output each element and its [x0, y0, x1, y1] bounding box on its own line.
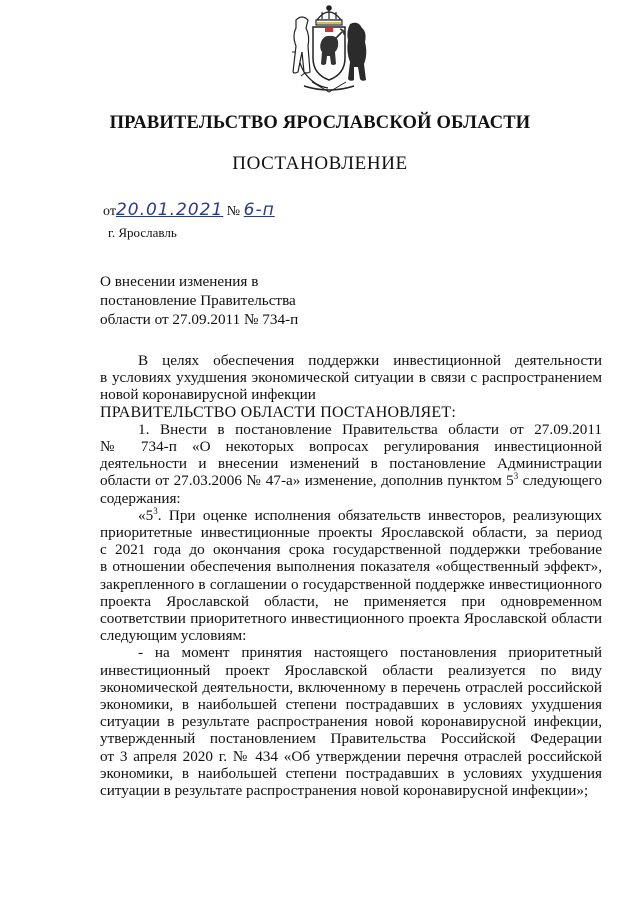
subject-line: постановление Правительства [100, 292, 296, 309]
quote-text: . При оценке исполнения обязательств инвесторов, реализующих [157, 506, 602, 524]
preamble-line: в условиях ухудшения экономической ситуации в связи с распространением [100, 369, 602, 387]
condition-line: экономической деятельности, включенному в перечень отраслей российской [100, 678, 602, 696]
item-line: 1. Внести в постановление Правительства области от 27.09.2011 [138, 420, 602, 438]
date-number-line [103, 200, 275, 220]
condition-line: утвержденный постановлением Правительства Российской Федерации [100, 730, 602, 748]
decree-heading: ПРАВИТЕЛЬСТВО ОБЛАСТИ ПОСТАНОВЛЯЕТ: [100, 403, 456, 421]
number-prefix: № [226, 204, 241, 219]
condition-line: экономики, в наибольшей степени пострадавших в условиях ухудшения [100, 764, 602, 782]
item-line: деятельности и внесении изменений в постановление Администрации [100, 455, 602, 473]
condition-line: экономики, в наибольшей степени пострадавших в условиях ухудшения [100, 696, 602, 714]
condition-line: - на момент принятия настоящего постановления приоритетный [138, 644, 602, 662]
handwritten-date: 20.01.2021 [115, 200, 224, 220]
condition-line: ситуации в результате распространения новой коронавирусной инфекции»; [100, 782, 589, 800]
organization-title: ПРАВИТЕЛЬСТВО ЯРОСЛАВСКОЙ ОБЛАСТИ [109, 113, 531, 133]
quote-line: соответствии приоритетного инвестиционного проекта Ярославской области [100, 610, 602, 628]
subject-block [100, 272, 298, 329]
condition-line: от 3 апреля 2020 г. № 434 «Об утверждении перечня отраслей российской [100, 747, 602, 765]
coat-of-arms-emblem [284, 2, 374, 97]
item-line: № 734-п «О некоторых вопросах регулирования инвестиционной [100, 438, 602, 456]
quote-text: «5 [138, 506, 154, 524]
subject-line: О внесении изменения в [100, 273, 259, 290]
document-body [100, 352, 602, 799]
item-line: содержания: [100, 489, 181, 507]
quote-line: в отношении обеспечения выполнения показателя «общественный эффект», [100, 558, 602, 576]
preamble-line: новой коронавирусной инфекции [100, 386, 316, 404]
superscript: 3 [153, 505, 158, 516]
subject-line: области от 27.09.2011 № 734-п [100, 311, 299, 328]
handwritten-number: 6-п [243, 200, 275, 220]
item-text: следующего [518, 472, 602, 490]
quote-line: проекта Ярославской области, не применяется при одновременном [100, 592, 602, 610]
item-line [100, 472, 602, 489]
condition-line: ситуации в результате распространения новой коронавирусной инфекции, [100, 713, 602, 731]
quote-line: следующим условиям: [100, 627, 247, 645]
item-text: области от 27.03.2006 № 47-а» изменение, дополнив пунктом 5 [100, 472, 514, 490]
document-type: ПОСТАНОВЛЕНИЕ [232, 153, 408, 174]
superscript: 3 [513, 471, 519, 482]
date-prefix: от [103, 204, 116, 219]
preamble-line: В целях обеспечения поддержки инвестиционной деятельности [138, 352, 602, 369]
quote-line: приоритетные инвестиционные проекты Ярославской области, за период [100, 524, 602, 542]
condition-line: инвестиционный проект Ярославской области реализуется по виду [100, 661, 602, 679]
quote-line [100, 507, 602, 524]
quote-line: закрепленного в соглашении о государственной поддержке инвестиционного [100, 575, 602, 593]
city-label: г. Ярославль [108, 225, 177, 240]
quote-line: с 2021 года до окончания срока государственной поддержки требование [100, 541, 602, 559]
